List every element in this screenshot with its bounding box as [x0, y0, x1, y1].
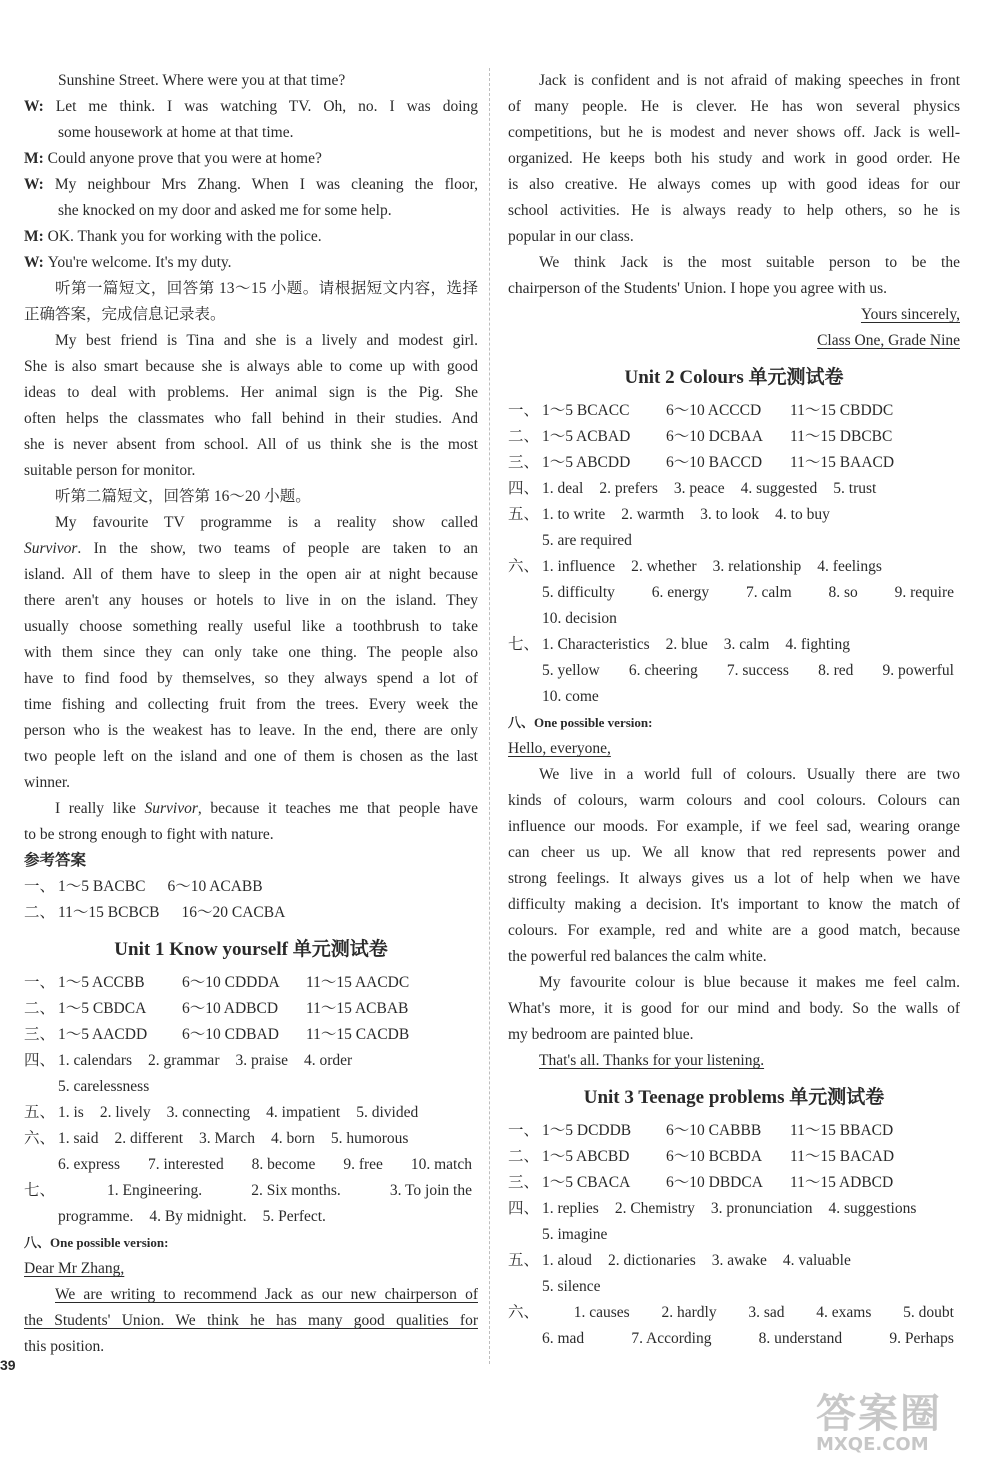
answer-group: 11～15 CBDDC: [790, 402, 894, 419]
answer-item: 4. suggestions: [828, 1200, 917, 1217]
essay-label: [508, 710, 960, 736]
passage-text: I really like: [55, 800, 145, 817]
answer-row: [508, 1118, 960, 1144]
answer-item: 4. order: [304, 1052, 353, 1069]
fill-row: [508, 684, 960, 710]
answer-item: 4. born: [271, 1130, 315, 1147]
fill-row: [508, 580, 960, 606]
answer-item: 1. said: [58, 1130, 99, 1147]
answer-item: 3. pronunciation: [710, 1200, 813, 1217]
show-title: Survivor: [144, 800, 198, 817]
answer-group: 11～15 DBCBC: [790, 428, 893, 445]
answer-section-label: 二、: [24, 1000, 56, 1017]
answer-item: 1. Engineering.: [107, 1182, 203, 1199]
answer-group: 6～10 BACCD: [666, 454, 763, 471]
speaker-label: M:: [24, 150, 48, 167]
fill-row: [24, 1152, 478, 1178]
answer-item: 6. energy: [651, 584, 710, 601]
speaker-label: W:: [24, 254, 48, 271]
fill-row: [508, 476, 960, 502]
watermark-mark: 答案圈: [816, 1391, 942, 1437]
answer-group: 16～20 CACBA: [181, 904, 286, 921]
answer-group: 6～10 ACABB: [167, 878, 263, 895]
answer-group: 1～5 BACBC: [58, 878, 146, 895]
answer-row: [24, 1022, 478, 1048]
answer-section-label: 一、: [24, 878, 56, 895]
answer-item: 5. yellow: [542, 662, 600, 679]
answer-item: 3. connecting: [166, 1104, 251, 1121]
fill-row: [24, 1126, 478, 1152]
answer-group: 11～15 ACBAB: [306, 1000, 409, 1017]
letter-closing: Yours sincerely,: [860, 306, 960, 323]
answer-group: 6～10 DBDCA: [666, 1174, 763, 1191]
speech-line: difficulty making a decision. It's important to know the match of: [508, 896, 960, 913]
answer-item: 2. grammar: [148, 1052, 220, 1069]
answer-item: 10. decision: [542, 610, 617, 627]
fill-row: [508, 1274, 960, 1300]
answer-item: 6. mad: [542, 1330, 585, 1347]
answer-item: 5. carelessness: [58, 1078, 150, 1095]
essay-line: chairperson of the Students' Union. I hope you agree with us.: [508, 280, 888, 297]
answer-section-label: 六、: [508, 1304, 540, 1321]
answer-item: 5. divided: [356, 1104, 419, 1121]
answer-item: 1. to write: [542, 506, 606, 523]
essay-label: [24, 1230, 478, 1256]
answer-section-label: 一、: [508, 1122, 540, 1139]
fill-row: [508, 1196, 960, 1222]
answer-section-label: 四、: [508, 1200, 540, 1217]
speech-line: my bedroom are painted blue.: [508, 1026, 694, 1043]
answer-item: 3. to look: [700, 506, 760, 523]
answer-item: 2. dictionaries: [607, 1252, 696, 1269]
answer-section-label: 二、: [508, 428, 540, 445]
answer-group: 6～10 CABBB: [666, 1122, 762, 1139]
fill-row: [508, 1248, 960, 1274]
answer-item: 5. Perfect.: [262, 1208, 326, 1225]
answer-group: 11～15 BBACD: [790, 1122, 894, 1139]
answer-row: [508, 398, 960, 424]
dialogue-line: [24, 68, 478, 94]
show-title: Survivor: [24, 540, 78, 557]
answer-item: 1. replies: [542, 1200, 599, 1217]
passage-line: island. All of them have to sleep in the open air at night because: [24, 566, 478, 583]
answer-group: 6～10 CDBAD: [182, 1026, 279, 1043]
speech-line: kinds of colours, warm colours and cool colours. Colours can: [508, 792, 960, 809]
essay-line: school activities. He is always ready to help others, so he is: [508, 202, 960, 219]
answer-item: 9. powerful: [882, 662, 954, 679]
answer-item: 5. doubt: [903, 1304, 954, 1321]
answer-item: 5. are required: [542, 532, 632, 549]
answer-item: 4. valuable: [782, 1252, 851, 1269]
answer-group: 1～5 AACDD: [58, 1026, 148, 1043]
answer-group: 11～15 ADBCD: [790, 1174, 894, 1191]
answer-group: 6～10 DCBAA: [666, 428, 763, 445]
fill-row: [508, 1222, 960, 1248]
passage-line: two people left on the island and one of them is chosen as the last: [24, 748, 478, 765]
speech-line: colours. For example, red and white are a good match, because: [508, 922, 960, 939]
dialogue-line: [24, 172, 478, 198]
answer-row: [24, 900, 478, 926]
passage-line: [24, 536, 478, 562]
passage-line: usually choose something really useful like a toothbrush to take: [24, 618, 478, 635]
answer-section-label: 二、: [508, 1148, 540, 1165]
answer-item: 9. Perhaps: [889, 1330, 954, 1347]
answer-item: 5. silence: [542, 1278, 601, 1295]
answer-item: 8. so: [828, 584, 858, 601]
answer-item: 1. causes: [573, 1304, 630, 1321]
essay-line: organized. He keeps both his study and work in good order. He: [508, 150, 960, 167]
speech-end-text: That's all. Thanks for your listening.: [539, 1052, 765, 1069]
dialogue-text: Could anyone prove that you were at home?: [47, 150, 322, 167]
unit2-title: Unit 2 Colours 单元测试卷: [624, 367, 844, 388]
passage-line: ideas to deal with problems. Her animal sign is the Pig. She: [24, 384, 478, 401]
answer-item: 9. require: [894, 584, 954, 601]
answer-section-label: 七、: [24, 1182, 56, 1199]
answer-section-label: 三、: [508, 1174, 540, 1191]
answer-item: 7. success: [726, 662, 789, 679]
fill-row: [508, 502, 960, 528]
dialogue-line: [24, 146, 478, 172]
speech-line: influence our moods. For example, if we feel sad, wearing orange: [508, 818, 960, 835]
answer-row: [508, 1170, 960, 1196]
answer-item: 2. whether: [631, 558, 697, 575]
fill-row: [508, 1326, 960, 1352]
answer-group: 11～15 BAACD: [790, 454, 895, 471]
answer-section-label: 五、: [508, 1252, 540, 1269]
passage-line: time fishing and collecting fruit from the trees. Every week the: [24, 696, 478, 713]
answer-item: 7. interested: [147, 1156, 224, 1173]
answer-section-label: 五、: [508, 506, 540, 523]
answer-group: 1～5 CBACA: [542, 1174, 631, 1191]
answer-item: 3. To join the: [389, 1182, 472, 1199]
answer-group: 11～15 CACDB: [306, 1026, 410, 1043]
answer-group: 1～5 BCACC: [542, 402, 630, 419]
speaker-label: W:: [24, 98, 56, 115]
passage-line: She is also smart because she is always able to come up with good: [24, 358, 478, 375]
answer-row: [24, 874, 478, 900]
answer-item: 10. come: [542, 688, 599, 705]
answer-item: 3. relationship: [712, 558, 802, 575]
answer-section-label: 六、: [24, 1130, 56, 1147]
speech-line: can cheer us up. We all know that red represents power and: [508, 844, 960, 861]
passage-line: she is never absent from school. All of us think she is the most: [24, 436, 478, 453]
answer-item: 4. By midnight.: [149, 1208, 247, 1225]
essay-line: the Students' Union. We think he has many good qualities for: [24, 1312, 478, 1329]
fill-row: [24, 1074, 478, 1100]
fill-row: [508, 658, 960, 684]
dialogue-line: [24, 224, 478, 250]
dialogue-line: [24, 94, 478, 120]
fill-row: [24, 1100, 478, 1126]
answer-item: 4. impatient: [266, 1104, 341, 1121]
speech-line: My favourite colour is blue because it makes me feel calm.: [539, 974, 960, 991]
column-divider: [489, 68, 490, 1364]
dialogue-text: Let me think. I was watching TV. Oh, no. I was doing: [55, 98, 478, 115]
fill-row: [24, 1204, 478, 1230]
fill-row: [508, 606, 960, 632]
answer-item: 5. difficulty: [542, 584, 615, 601]
passage-line: person who is the weakest has to leave. In the end, there are only: [24, 722, 478, 739]
answer-item: 3. March: [199, 1130, 255, 1147]
instruction-line: 听第二篇短文，回答第 16～20 小题。: [55, 488, 311, 505]
essay-line: Jack is confident and is not afraid of making speeches in front: [539, 72, 960, 89]
answer-item: 2. Six months.: [251, 1182, 341, 1199]
passage-line: winner.: [24, 774, 71, 791]
essay-line: We think Jack is the most suitable person to be the: [539, 254, 960, 271]
answer-group: 11～15 AACDC: [306, 974, 410, 991]
answer-item: 7. According: [631, 1330, 712, 1347]
answer-item: 8. become: [251, 1156, 316, 1173]
dialogue-text: Sunshine Street. Where were you at that time?: [58, 72, 346, 89]
answer-section-label: 一、: [24, 974, 56, 991]
answer-item: 9. free: [343, 1156, 383, 1173]
answer-item: 4. fighting: [785, 636, 851, 653]
dialogue-line: [24, 250, 478, 276]
answer-item: 3. sad: [748, 1304, 785, 1321]
answer-group: 6～10 ACCCD: [666, 402, 762, 419]
answer-item: 3. calm: [723, 636, 770, 653]
answer-item: programme.: [58, 1208, 134, 1225]
left-column: [24, 68, 478, 1360]
dialogue-line: [24, 198, 478, 224]
unit3-title: Unit 3 Teenage problems 单元测试卷: [583, 1087, 885, 1108]
answer-section-label: 一、: [508, 402, 540, 419]
letter-greeting: Dear Mr Zhang,: [24, 1260, 125, 1277]
dialogue-text: My neighbour Mrs Zhang. When I was cleaning the floor,: [54, 176, 478, 193]
answer-section-label: 六、: [508, 558, 540, 575]
answer-group: 1～5 ABCDD: [542, 454, 631, 471]
fill-row: [508, 1300, 960, 1326]
fill-row: [24, 1178, 478, 1204]
answer-key-title: 参考答案: [24, 852, 87, 869]
answer-item: 6. cheering: [628, 662, 698, 679]
letter-signature: Class One, Grade Nine: [817, 332, 960, 349]
answer-row: [508, 1144, 960, 1170]
fill-row: [24, 1048, 478, 1074]
answer-section-label: 四、: [508, 480, 540, 497]
answer-item: 5. humorous: [330, 1130, 409, 1147]
answer-item: 1. is: [58, 1104, 84, 1121]
answer-section-label: 三、: [508, 454, 540, 471]
answer-section-label: 五、: [24, 1104, 56, 1121]
answer-item: 10. match: [410, 1156, 472, 1173]
instruction-line: 正确答案，完成信息记录表。: [24, 306, 226, 323]
essay-line: is also creative. He always comes up with good ideas for our: [508, 176, 960, 193]
passage-line: My favourite TV programme is a reality show called: [55, 514, 478, 531]
fill-row: [508, 632, 960, 658]
answer-group: 6～10 CDDDA: [182, 974, 280, 991]
answer-item: 1. Characteristics: [542, 636, 650, 653]
answer-item: 2. different: [114, 1130, 184, 1147]
answer-item: 5. imagine: [542, 1226, 608, 1243]
passage-line: have to find food by themselves, so they always spend a lot of: [24, 670, 478, 687]
instruction-line: 听第一篇短文，回答第 13～15 小题。请根据短文内容，选择: [55, 280, 478, 297]
passage-line: My best friend is Tina and she is a lively and modest girl.: [55, 332, 478, 349]
essay-label-text: 八、One possible version:: [508, 715, 653, 730]
answer-item: 1. influence: [542, 558, 616, 575]
answer-item: 2. hardly: [661, 1304, 717, 1321]
right-column: [508, 68, 960, 1352]
speech-greeting: Hello, everyone,: [508, 740, 611, 757]
answer-item: 7. calm: [746, 584, 792, 601]
speaker-label: M:: [24, 228, 48, 245]
passage-text: , because it teaches me that people have: [197, 800, 478, 817]
passage-line: often helps the classmates who fall behind in their studies. And: [24, 410, 478, 427]
essay-line: popular in our class.: [508, 228, 634, 245]
answer-group: 11～15 BCBCB: [58, 904, 160, 921]
passage-line: there aren't any houses or hotels to live in on the island. They: [24, 592, 478, 609]
answer-group: 6～10 BCBDA: [666, 1148, 763, 1165]
dialogue-text: some housework at home at that time.: [58, 124, 294, 141]
answer-item: 2. warmth: [621, 506, 685, 523]
answer-section-label: 三、: [24, 1026, 56, 1043]
answer-group: 11～15 BACAD: [790, 1148, 895, 1165]
answer-row: [24, 970, 478, 996]
speaker-label: W:: [24, 176, 55, 193]
essay-label-text: 八、One possible version:: [24, 1235, 169, 1250]
answer-item: 5. trust: [833, 480, 877, 497]
answer-group: 1～5 DCDDB: [542, 1122, 632, 1139]
dialogue-text: she knocked on my door and asked me for some help.: [58, 202, 392, 219]
fill-row: [508, 528, 960, 554]
essay-line: this position.: [24, 1338, 105, 1355]
passage-line: [24, 796, 478, 822]
answer-group: 6～10 ADBCD: [182, 1000, 279, 1017]
answer-item: 4. exams: [816, 1304, 872, 1321]
answer-item: 2. prefers: [599, 480, 658, 497]
answer-section-label: 四、: [24, 1052, 56, 1069]
dialogue-line: [24, 120, 478, 146]
speech-end: [508, 1048, 960, 1074]
speech-line: What's more, it is good for our mind and body. So the walls of: [508, 1000, 960, 1017]
passage-text: . In the show, two teams of people are taken to an: [77, 540, 478, 557]
essay-line: competitions, but he is modest and never shows off. Jack is well-: [508, 124, 960, 141]
page-number: 39: [0, 1357, 16, 1373]
answer-item: 3. praise: [235, 1052, 288, 1069]
essay-line: We are writing to recommend Jack as our new chairperson of: [55, 1286, 478, 1303]
answer-item: 1. calendars: [58, 1052, 133, 1069]
answer-item: 8. red: [818, 662, 854, 679]
speech-line: We live in a world full of colours. Usually there are two: [539, 766, 960, 783]
answer-item: 1. aloud: [542, 1252, 592, 1269]
answer-item: 2. blue: [665, 636, 708, 653]
answer-item: 2. lively: [99, 1104, 151, 1121]
answer-item: 3. peace: [673, 480, 725, 497]
answer-item: 8. understand: [758, 1330, 843, 1347]
passage-line: with them since they can only take one thing. The people also: [24, 644, 478, 661]
answer-item: 3. awake: [711, 1252, 767, 1269]
answer-group: 1～5 ABCBD: [542, 1148, 630, 1165]
answer-row: [508, 424, 960, 450]
answer-item: 2. Chemistry: [614, 1200, 695, 1217]
speech-line: strong feelings. It always gives us a lot of help when we have: [508, 870, 960, 887]
answer-group: 1～5 CBDCA: [58, 1000, 147, 1017]
answer-group: 1～5 ACBAD: [542, 428, 631, 445]
essay-line: of many people. He is clever. He has won several physics: [508, 98, 960, 115]
answer-section-label: 七、: [508, 636, 540, 653]
watermark-logo: [816, 1392, 986, 1454]
answer-item: 6. express: [58, 1156, 120, 1173]
passage-line: suitable person for monitor.: [24, 462, 196, 479]
answer-item: 4. suggested: [740, 480, 818, 497]
answer-group: 1～5 ACCBB: [58, 974, 145, 991]
dialogue-text: OK. Thank you for working with the police.: [47, 228, 322, 245]
dialogue-text: You're welcome. It's my duty.: [47, 254, 232, 271]
answer-item: 4. to buy: [775, 506, 830, 523]
fill-row: [508, 554, 960, 580]
watermark-url: MXQE.COM: [816, 1434, 929, 1455]
answer-row: [24, 996, 478, 1022]
passage-line: to be strong enough to fight with nature.: [24, 826, 274, 843]
answer-section-label: 二、: [24, 904, 56, 921]
speech-line: the powerful red balances the calm white.: [508, 948, 767, 965]
answer-row: [508, 450, 960, 476]
unit1-title: Unit 1 Know yourself 单元测试卷: [114, 939, 388, 960]
answer-item: 1. deal: [542, 480, 584, 497]
answer-item: 4. feelings: [817, 558, 882, 575]
